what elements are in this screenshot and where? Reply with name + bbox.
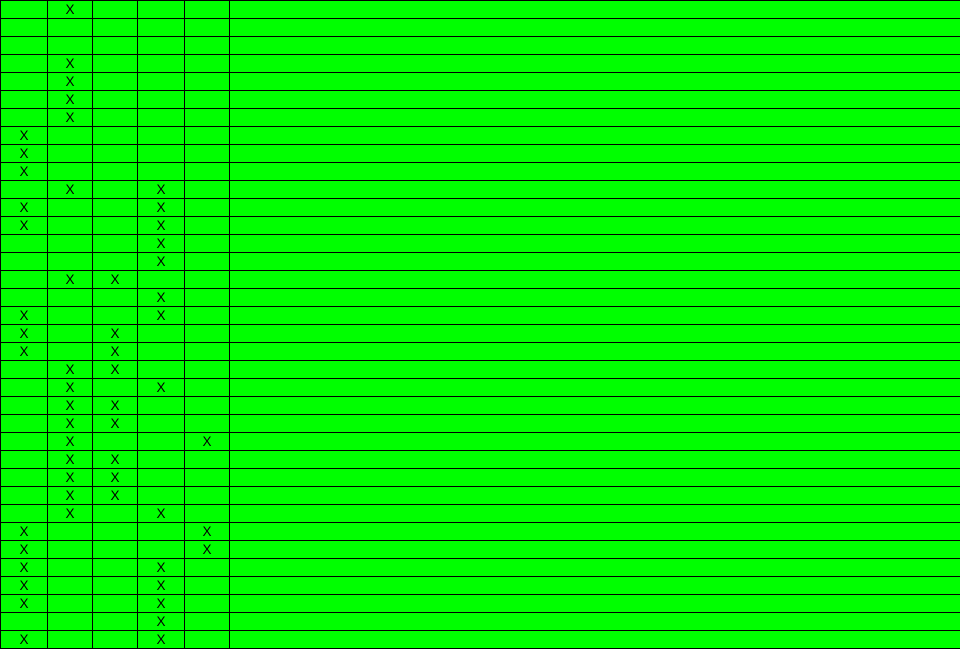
table-row — [1, 433, 960, 451]
mark-cell — [230, 199, 960, 217]
mark-cell — [93, 595, 138, 613]
mark-cell — [1, 73, 48, 91]
mark-cell — [185, 613, 230, 631]
mark-cell — [48, 613, 93, 631]
mark-cell — [230, 559, 960, 577]
mark-cell: X — [138, 235, 185, 253]
mark-cell — [48, 163, 93, 181]
mark-cell — [138, 91, 185, 109]
mark-cell — [185, 559, 230, 577]
mark-cell — [230, 109, 960, 127]
mark-cell — [93, 523, 138, 541]
mark-cell — [230, 397, 960, 415]
mark-cell — [230, 361, 960, 379]
mark-cell — [230, 19, 960, 37]
mark-cell — [185, 289, 230, 307]
mark-cell — [230, 271, 960, 289]
mark-cell: X — [93, 451, 138, 469]
mark-cell: X — [1, 559, 48, 577]
mark-cell — [48, 199, 93, 217]
mark-cell — [48, 559, 93, 577]
mark-cell: X — [48, 505, 93, 523]
mark-cell: X — [185, 433, 230, 451]
mark-cell — [1, 613, 48, 631]
table-row — [1, 289, 960, 307]
mark-cell: X — [93, 361, 138, 379]
table-row — [1, 613, 960, 631]
mark-cell: X — [1, 523, 48, 541]
mark-cell — [185, 415, 230, 433]
table-row — [1, 37, 960, 55]
mark-cell: X — [1, 631, 48, 649]
mark-cell — [138, 55, 185, 73]
mark-cell — [185, 253, 230, 271]
mark-cell — [93, 505, 138, 523]
mark-cell — [230, 181, 960, 199]
mark-cell: X — [138, 307, 185, 325]
mark-cell: X — [138, 595, 185, 613]
mark-cell — [93, 1, 138, 19]
mark-cell: X — [48, 181, 93, 199]
table-row — [1, 379, 960, 397]
mark-cell: X — [93, 325, 138, 343]
mark-cell — [48, 541, 93, 559]
mark-cell — [230, 37, 960, 55]
mark-cell — [138, 325, 185, 343]
mark-cell — [48, 253, 93, 271]
mark-cell: X — [138, 199, 185, 217]
mark-cell — [48, 307, 93, 325]
mark-cell — [93, 307, 138, 325]
mark-cell — [185, 91, 230, 109]
mark-cell — [93, 289, 138, 307]
mark-cell: X — [93, 487, 138, 505]
table-row — [1, 271, 960, 289]
mark-cell — [185, 37, 230, 55]
mark-cell — [185, 235, 230, 253]
table-row — [1, 109, 960, 127]
mark-cell — [93, 145, 138, 163]
mark-cell: X — [138, 253, 185, 271]
table-row — [1, 451, 960, 469]
mark-cell — [1, 415, 48, 433]
mark-cell — [230, 217, 960, 235]
mark-cell — [138, 37, 185, 55]
mark-cell: X — [1, 163, 48, 181]
mark-cell — [48, 145, 93, 163]
mark-cell — [230, 595, 960, 613]
mark-cell — [185, 505, 230, 523]
mark-cell — [138, 487, 185, 505]
table-row — [1, 595, 960, 613]
mark-cell: X — [48, 469, 93, 487]
mark-cell — [1, 451, 48, 469]
mark-cell: X — [93, 397, 138, 415]
mark-cell — [48, 577, 93, 595]
mark-cell: X — [138, 505, 185, 523]
mark-cell — [1, 289, 48, 307]
mark-cell: X — [48, 271, 93, 289]
table-row — [1, 361, 960, 379]
table-row — [1, 487, 960, 505]
table-row — [1, 469, 960, 487]
mark-cell: X — [1, 577, 48, 595]
mark-cell — [230, 235, 960, 253]
mark-cell — [185, 397, 230, 415]
mark-cell — [138, 415, 185, 433]
mark-cell: X — [48, 91, 93, 109]
mark-cell: X — [48, 451, 93, 469]
mark-cell — [48, 217, 93, 235]
mark-cell: X — [1, 343, 48, 361]
mark-cell: X — [93, 415, 138, 433]
table-body — [1, 1, 960, 649]
mark-cell — [138, 343, 185, 361]
mark-cell — [1, 19, 48, 37]
mark-cell: X — [138, 181, 185, 199]
table-row — [1, 1, 960, 19]
mark-cell — [230, 55, 960, 73]
mark-cell — [230, 163, 960, 181]
mark-cell — [1, 253, 48, 271]
mark-cell — [48, 235, 93, 253]
mark-cell: X — [185, 523, 230, 541]
table-row — [1, 343, 960, 361]
mark-cell — [138, 1, 185, 19]
mark-cell — [185, 595, 230, 613]
mark-cell: X — [1, 325, 48, 343]
mark-cell — [93, 55, 138, 73]
mark-cell: X — [1, 541, 48, 559]
mark-cell — [230, 487, 960, 505]
mark-cell: X — [48, 1, 93, 19]
table-row — [1, 199, 960, 217]
mark-cell — [93, 559, 138, 577]
mark-cell — [185, 199, 230, 217]
mark-cell: X — [138, 379, 185, 397]
table-row — [1, 91, 960, 109]
mark-cell — [48, 37, 93, 55]
mark-cell — [185, 379, 230, 397]
mark-cell — [138, 361, 185, 379]
mark-cell — [93, 253, 138, 271]
mark-cell: X — [1, 127, 48, 145]
mark-cell — [1, 1, 48, 19]
mark-cell — [185, 577, 230, 595]
mark-cell: X — [138, 217, 185, 235]
mark-cell — [93, 235, 138, 253]
mark-cell — [230, 343, 960, 361]
mark-cell — [185, 307, 230, 325]
mark-cell — [185, 127, 230, 145]
table-row — [1, 541, 960, 559]
mark-cell — [1, 361, 48, 379]
mark-cell — [48, 127, 93, 145]
mark-cell: X — [48, 55, 93, 73]
table-row — [1, 73, 960, 91]
mark-cell — [93, 19, 138, 37]
mark-cell — [138, 433, 185, 451]
mark-cell — [185, 631, 230, 649]
mark-cell — [185, 55, 230, 73]
mark-cell — [1, 109, 48, 127]
mark-cell — [138, 163, 185, 181]
table-row — [1, 235, 960, 253]
mark-cell: X — [48, 415, 93, 433]
mark-cell — [48, 325, 93, 343]
mark-cell — [1, 487, 48, 505]
mark-cell: X — [93, 343, 138, 361]
mark-cell: X — [48, 73, 93, 91]
mark-cell — [93, 631, 138, 649]
mark-cell — [138, 73, 185, 91]
mark-cell — [230, 613, 960, 631]
mark-cell — [138, 397, 185, 415]
mark-cell — [185, 325, 230, 343]
mark-cell — [1, 505, 48, 523]
table-row — [1, 55, 960, 73]
mark-cell — [93, 37, 138, 55]
table-row — [1, 325, 960, 343]
mark-cell — [185, 145, 230, 163]
mark-cell — [138, 469, 185, 487]
mark-cell — [230, 541, 960, 559]
table-row — [1, 523, 960, 541]
mark-cell — [230, 1, 960, 19]
mark-cell — [93, 127, 138, 145]
mark-cell — [230, 289, 960, 307]
mark-cell — [138, 19, 185, 37]
mark-cell — [230, 379, 960, 397]
mark-cell — [230, 127, 960, 145]
mark-cell — [93, 433, 138, 451]
mark-cell — [185, 271, 230, 289]
mark-cell: X — [138, 289, 185, 307]
mark-cell — [1, 91, 48, 109]
mark-cell — [138, 145, 185, 163]
mark-cell: X — [185, 541, 230, 559]
mark-cell — [230, 577, 960, 595]
mark-cell — [138, 109, 185, 127]
mark-cell: X — [48, 109, 93, 127]
mark-cell — [185, 163, 230, 181]
table-row — [1, 253, 960, 271]
mark-cell — [230, 145, 960, 163]
table-row — [1, 217, 960, 235]
table-row — [1, 397, 960, 415]
mark-cell — [93, 91, 138, 109]
mark-cell — [1, 379, 48, 397]
mark-cell — [185, 343, 230, 361]
mark-cell — [1, 397, 48, 415]
mark-cell — [230, 433, 960, 451]
mark-cell — [93, 217, 138, 235]
mark-cell — [185, 181, 230, 199]
mark-cell: X — [138, 613, 185, 631]
mark-cell — [230, 451, 960, 469]
mark-cell — [93, 163, 138, 181]
mark-cell: X — [1, 595, 48, 613]
mark-cell — [230, 73, 960, 91]
mark-cell — [1, 55, 48, 73]
mark-cell — [93, 613, 138, 631]
mark-cell — [1, 469, 48, 487]
table-row — [1, 577, 960, 595]
mark-cell — [185, 451, 230, 469]
mark-cell — [48, 343, 93, 361]
mark-cell — [93, 379, 138, 397]
mark-cell — [93, 73, 138, 91]
mark-cell — [230, 523, 960, 541]
table-row — [1, 505, 960, 523]
mark-cell: X — [1, 145, 48, 163]
mark-cell — [185, 487, 230, 505]
mark-cell — [230, 325, 960, 343]
mark-cell — [1, 235, 48, 253]
mark-cell — [138, 541, 185, 559]
mark-cell: X — [1, 307, 48, 325]
table-row — [1, 163, 960, 181]
mark-cell: X — [48, 433, 93, 451]
mark-cell: X — [48, 487, 93, 505]
mark-cell — [230, 631, 960, 649]
mark-cell — [48, 19, 93, 37]
table-row — [1, 631, 960, 649]
mark-cell — [230, 307, 960, 325]
mark-cell — [1, 37, 48, 55]
mark-cell — [230, 253, 960, 271]
mark-cell — [185, 217, 230, 235]
mark-cell — [185, 1, 230, 19]
mark-cell — [185, 19, 230, 37]
mark-cell — [1, 433, 48, 451]
mark-cell: X — [48, 379, 93, 397]
mark-cell — [185, 361, 230, 379]
mark-cell: X — [1, 199, 48, 217]
mark-cell: X — [138, 559, 185, 577]
mark-cell — [48, 523, 93, 541]
table-row — [1, 307, 960, 325]
mark-cell — [1, 271, 48, 289]
table-row — [1, 19, 960, 37]
mark-cell — [138, 127, 185, 145]
table-row — [1, 145, 960, 163]
mark-cell: X — [48, 361, 93, 379]
mark-cell — [185, 73, 230, 91]
mark-cell — [93, 109, 138, 127]
mark-cell — [48, 595, 93, 613]
table-row — [1, 127, 960, 145]
mark-cell — [48, 631, 93, 649]
mark-cell — [93, 541, 138, 559]
mark-cell — [93, 577, 138, 595]
mark-cell — [185, 109, 230, 127]
mark-cell — [138, 271, 185, 289]
mark-cell: X — [93, 469, 138, 487]
mark-cell — [93, 181, 138, 199]
mark-cell — [1, 181, 48, 199]
mark-cell — [230, 469, 960, 487]
mark-cell — [230, 91, 960, 109]
mark-cell — [230, 505, 960, 523]
mark-cell — [230, 415, 960, 433]
mark-cell — [93, 199, 138, 217]
mark-cell: X — [138, 577, 185, 595]
mark-cell — [138, 451, 185, 469]
mark-cell: X — [1, 217, 48, 235]
mark-cell: X — [48, 397, 93, 415]
mark-cell: X — [138, 631, 185, 649]
table-row — [1, 415, 960, 433]
mark-cell — [185, 469, 230, 487]
mark-cell — [48, 289, 93, 307]
table-row — [1, 559, 960, 577]
table-row — [1, 181, 960, 199]
mark-cell — [138, 523, 185, 541]
mark-cell: X — [93, 271, 138, 289]
